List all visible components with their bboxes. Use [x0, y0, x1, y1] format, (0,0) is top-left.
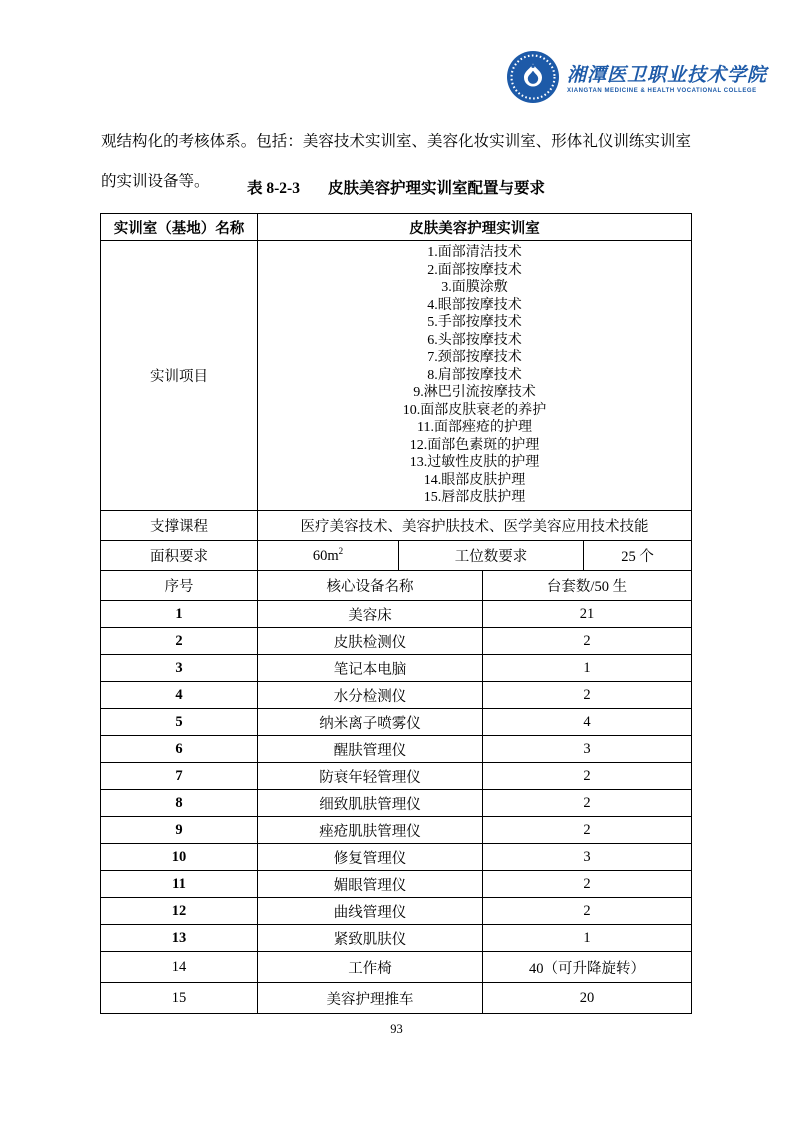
equipment-header-qty: 台套数/50 生	[483, 571, 692, 601]
table-row	[101, 898, 692, 925]
table-caption	[101, 176, 691, 198]
training-items-list	[260, 244, 689, 507]
training-item: 5.手部按摩技术	[427, 315, 522, 331]
cell-qty: 3	[483, 844, 692, 871]
cell-equipment-name: 醒肤管理仪	[258, 736, 483, 763]
cell-seq: 2	[101, 628, 258, 655]
cell-equipment-name: 水分检测仪	[258, 682, 483, 709]
college-name-en: XIANGTAN MEDICINE & HEALTH VOCATIONAL COLLEGE	[567, 88, 757, 94]
room-name-value: 皮肤美容护理实训室	[258, 214, 692, 241]
cell-qty: 21	[483, 601, 692, 628]
table-row	[101, 817, 692, 844]
cell-qty: 3	[483, 736, 692, 763]
equipment-header-no: 序号	[101, 571, 258, 601]
training-items-cell	[258, 241, 692, 511]
table-row-area	[101, 541, 692, 571]
cell-seq: 13	[101, 925, 258, 952]
cell-equipment-name: 媚眼管理仪	[258, 871, 483, 898]
college-logo	[506, 50, 767, 104]
table-row	[101, 655, 692, 682]
cell-qty: 2	[483, 898, 692, 925]
table-row-equipment-header	[101, 571, 692, 601]
table-row-room-name	[101, 214, 692, 241]
stations-value: 25 个	[584, 541, 692, 571]
cell-equipment-name: 防衰年轻管理仪	[258, 763, 483, 790]
table-row-supporting-courses	[101, 511, 692, 541]
training-item: 7.颈部按摩技术	[427, 350, 522, 366]
table-row	[101, 601, 692, 628]
cell-seq: 6	[101, 736, 258, 763]
cell-equipment-name: 细致肌肤管理仪	[258, 790, 483, 817]
config-table	[100, 213, 692, 1014]
training-item: 9.淋巴引流按摩技术	[413, 385, 536, 401]
stations-label: 工位数要求	[399, 541, 584, 571]
table-row	[101, 925, 692, 952]
cell-equipment-name: 美容床	[258, 601, 483, 628]
table-row	[101, 952, 692, 983]
training-item: 10.面部皮肤衰老的养护	[402, 402, 547, 418]
supporting-courses-value: 医疗美容技术、美容护肤技术、医学美容应用技术技能	[258, 511, 692, 541]
training-items-label: 实训项目	[101, 241, 258, 511]
training-item: 13.过敏性皮肤的护理	[409, 455, 540, 471]
training-item: 4.眼部按摩技术	[427, 297, 522, 313]
cell-equipment-name: 痤疮肌肤管理仪	[258, 817, 483, 844]
cell-qty: 2	[483, 682, 692, 709]
cell-qty: 1	[483, 925, 692, 952]
cell-equipment-name: 皮肤检测仪	[258, 628, 483, 655]
equipment-header-name: 核心设备名称	[258, 571, 483, 601]
table-row	[101, 790, 692, 817]
cell-equipment-name: 紧致肌肤仪	[258, 925, 483, 952]
cell-seq: 3	[101, 655, 258, 682]
table-row	[101, 682, 692, 709]
college-name-zh: 湘潭医卫职业技术学院	[567, 65, 768, 86]
cell-seq: 10	[101, 844, 258, 871]
college-emblem-icon	[506, 50, 560, 104]
table-row	[101, 763, 692, 790]
training-item: 6.头部按摩技术	[427, 332, 522, 348]
cell-seq: 11	[101, 871, 258, 898]
cell-qty: 2	[483, 763, 692, 790]
cell-equipment-name: 修复管理仪	[258, 844, 483, 871]
cell-equipment-name: 美容护理推车	[258, 983, 483, 1014]
cell-qty: 2	[483, 817, 692, 844]
training-item: 12.面部色素斑的护理	[409, 437, 540, 453]
table-row	[101, 628, 692, 655]
training-item: 15.唇部皮肤护理	[423, 490, 526, 506]
cell-qty: 2	[483, 790, 692, 817]
cell-qty: 20	[483, 983, 692, 1014]
cell-seq: 8	[101, 790, 258, 817]
table-row	[101, 871, 692, 898]
cell-qty: 40（可升降旋转）	[483, 952, 692, 983]
cell-qty: 1	[483, 655, 692, 682]
page-number: 93	[390, 1022, 403, 1036]
college-name-block	[567, 60, 767, 94]
training-item: 11.面部痤疮的护理	[417, 420, 532, 436]
cell-seq: 14	[101, 952, 258, 983]
cell-qty: 2	[483, 628, 692, 655]
room-name-label: 实训室（基地）名称	[101, 214, 258, 241]
training-item: 1.面部清洁技术	[427, 245, 522, 261]
table-row-training-items	[101, 241, 692, 511]
cell-seq: 12	[101, 898, 258, 925]
cell-equipment-name: 曲线管理仪	[258, 898, 483, 925]
area-value: $60m^2$	[258, 541, 399, 571]
cell-equipment-name: 工作椅	[258, 952, 483, 983]
training-item: 8.肩部按摩技术	[427, 367, 522, 383]
table-row	[101, 709, 692, 736]
cell-qty: 4	[483, 709, 692, 736]
intro-paragraph: 观结构化的考核体系。包括：美容技术实训室、美容化妆实训室、形体礼仪训练实训室的实训设备等。	[101, 132, 691, 190]
training-item: 14.眼部皮肤护理	[423, 472, 526, 488]
training-item: 3.面膜涂敷	[441, 280, 508, 296]
cell-seq: 15	[101, 983, 258, 1014]
cell-seq: 4	[101, 682, 258, 709]
table-caption-label: 表 8-2-3	[247, 180, 300, 197]
cell-seq: 5	[101, 709, 258, 736]
cell-seq: 1	[101, 601, 258, 628]
cell-seq: 7	[101, 763, 258, 790]
supporting-courses-label: 支撑课程	[101, 511, 258, 541]
table-caption-title: 皮肤美容护理实训室配置与要求	[327, 180, 545, 197]
cell-equipment-name: 笔记本电脑	[258, 655, 483, 682]
training-item: 2.面部按摩技术	[427, 262, 522, 278]
table-row	[101, 983, 692, 1014]
area-label: 面积要求	[101, 541, 258, 571]
table-row	[101, 736, 692, 763]
cell-seq: 9	[101, 817, 258, 844]
cell-equipment-name: 纳米离子喷雾仪	[258, 709, 483, 736]
table-row	[101, 844, 692, 871]
cell-qty: 2	[483, 871, 692, 898]
